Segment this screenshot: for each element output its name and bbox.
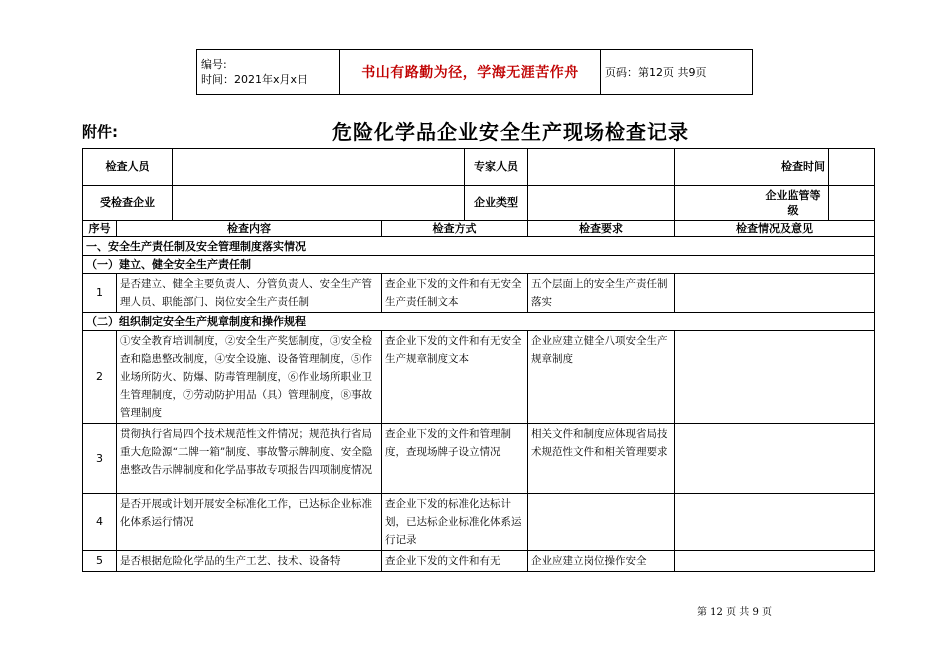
table-row [83,274,875,313]
row-number: 5 [83,551,117,572]
page-title: 危险化学品企业安全生产现场检查记录 [332,120,689,144]
table-row [83,551,875,572]
row-result[interactable] [675,551,875,572]
header-meta-cell [197,50,340,95]
row-requirement: 企业应建立岗位操作安全 [528,551,675,572]
row-method: 查企业下发的文件和管理制度，查现场牌子设立情况 [382,424,528,494]
row-requirement: 企业应建立健全八项安全生产规章制度 [528,331,675,424]
document-number-label: 编号: [201,58,227,71]
company-type-field[interactable] [528,186,675,221]
row-result[interactable] [675,424,875,494]
column-header-seq: 序号 [83,221,117,237]
supervision-level-text: 企业监管等级 [765,189,821,217]
inspector-field[interactable] [173,149,465,186]
row-content: 是否建立、健全主要负责人、分管负责人、安全生产管理人员、职能部门、岗位安全生产责任制 [117,274,382,313]
page-footer: 第 12 页 共 9 页 [697,607,772,618]
supervision-level-label [675,186,829,221]
company-field[interactable] [173,186,465,221]
subsection-heading: （一）建立、健全安全生产责任制 [83,256,875,274]
inspector-label: 检查人员 [83,149,173,186]
document-time-label: 时间：2021年x月x日 [201,73,309,86]
row-content: 是否根据危险化学品的生产工艺、技术、设备特 [117,551,382,572]
page-number-label: 页码：第12页 共9页 [601,50,753,95]
row-result[interactable] [675,331,875,424]
row-content: 是否开展或计划开展安全标准化工作，已达标企业标准化体系运行情况 [117,494,382,551]
row-requirement: 五个层面上的安全生产责任制落实 [528,274,675,313]
row-number: 4 [83,494,117,551]
expert-label: 专家人员 [465,149,528,186]
column-header-result: 检查情况及意见 [675,221,875,237]
supervision-level-field[interactable] [829,186,875,221]
row-result[interactable] [675,274,875,313]
column-header-method: 检查方式 [382,221,528,237]
check-time-field[interactable] [829,149,875,186]
row-method: 查企业下发的文件和有无安全生产责任制文本 [382,274,528,313]
company-type-label: 企业类型 [465,186,528,221]
company-label: 受检查企业 [83,186,173,221]
table-row [83,424,875,494]
inspection-table [82,148,875,572]
row-result[interactable] [675,494,875,551]
expert-field[interactable] [528,149,675,186]
header-table [196,49,753,95]
row-requirement [528,494,675,551]
subsection-heading: （二）组织制定安全生产规章制度和操作规程 [83,313,875,331]
row-content: 贯彻执行省局四个技术规范性文件情况；规范执行省局重大危险源“二牌一箱”制度、事故警示牌制度、安全隐患整改告示牌制度和化学品事故专项报告四项制度情况 [117,424,382,494]
table-row [83,331,875,424]
column-header-requirement: 检查要求 [528,221,675,237]
row-method: 查企业下发的文件和有无安全生产规章制度文本 [382,331,528,424]
row-requirement: 相关文件和制度应体现省局技术规范性文件和相关管理要求 [528,424,675,494]
table-row [83,494,875,551]
attachment-label: 附件: [82,123,118,141]
row-number: 3 [83,424,117,494]
row-method: 查企业下发的标准化达标计划，已达标企业标准化体系运行记录 [382,494,528,551]
row-method: 查企业下发的文件和有无 [382,551,528,572]
motto-text: 书山有路勤为径，学海无涯苦作舟 [340,50,601,95]
column-header-content: 检查内容 [117,221,382,237]
row-content: ①安全教育培训制度，②安全生产奖惩制度，③安全检查和隐患整改制度，④安全设施、设备管理制度，⑤作业场所防火、防爆、防毒管理制度，⑥作业场所职业卫生管理制度，⑦劳动防护用品（具）管理制度，⑧事故管理制度 [117,331,382,424]
row-number: 1 [83,274,117,313]
row-number: 2 [83,331,117,424]
section-heading: 一、安全生产责任制及安全管理制度落实情况 [83,237,875,256]
check-time-label: 检查时间 [675,149,829,186]
